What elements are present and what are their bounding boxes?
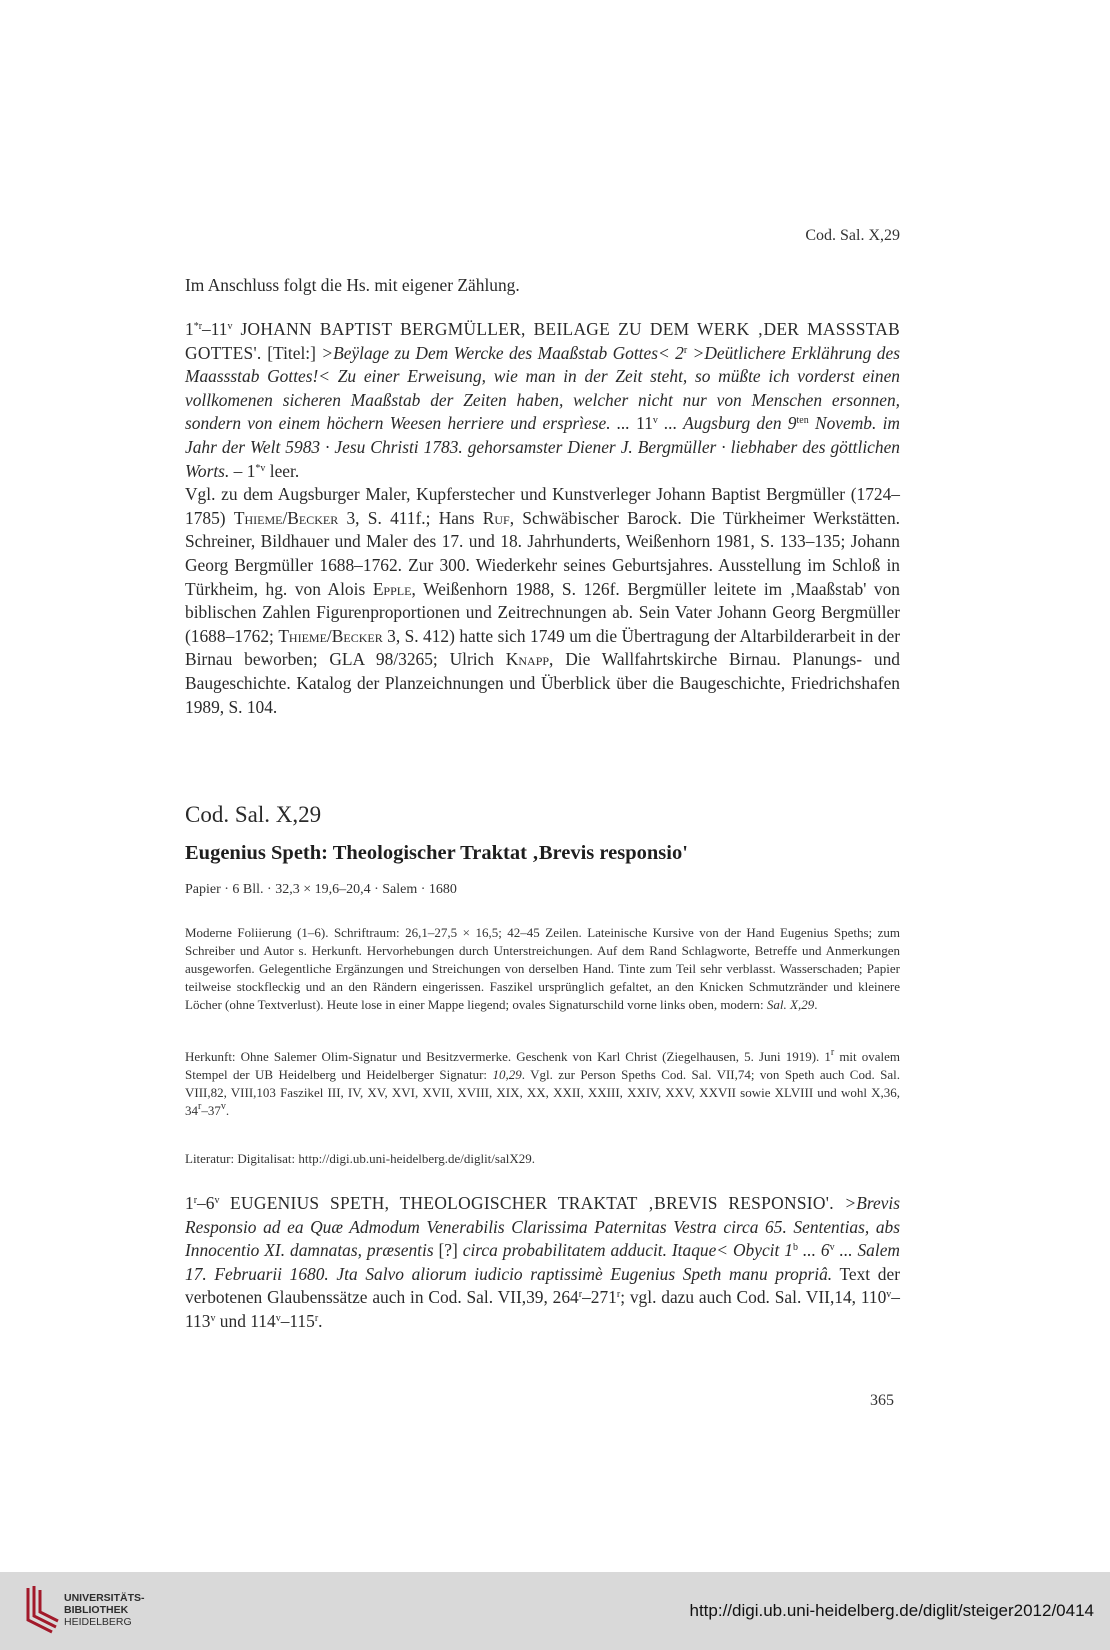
permalink-url[interactable]: http://digi.ub.uni-heidelberg.de/diglit/steiger2012/0414 [689,1601,1094,1620]
library-name: UNIVERSITÄTS- BIBLIOTHEK HEIDELBERG [64,1592,145,1628]
codex-meta: Papier · 6 Bll. · 32,3 × 19,6–20,4 · Salem · 1680 [185,882,457,897]
intro-line: Im Anschluss folgt die Hs. mit eigener Zählung. [185,275,520,295]
page-number: 365 [870,1392,894,1409]
library-logo-icon [22,1584,62,1636]
codex-title: Eugenius Speth: Theologischer Traktat ‚Brevis responsio' [185,842,688,864]
entry-bergmueller [185,318,900,719]
entry-speth: 1$^r$–6$^v$ EUGENIUS SPETH, THEOLOGISCHER TRAKTAT ‚BREVIS RESPONSIO'. >Brevis Responsio ad ea Quæ Admodum Venerabilis Clarissima Paternitas Vestra circa 65. Sententias, abs Innocentio XI. damnatas, præsentis [?] circa probabilitatem adducit. Itaque< Obycit 1$^b$ ... 6$^v$ ... Salem 17. Februarii 1680. Jta Salvo aliorum iudicio raptissimè Eugenius Speth manu propriâ. Text der verbotenen Glaubenssätze auch in Cod. Sal. VII,39, 264$^r$–271$^r$; vgl. dazu auch Cod. Sal. VII,14, 110$^v$–113$^v$ und 114$^v$–115$^r$. [185,1193,900,1331]
codex-signature: Cod. Sal. X,29 [185,802,322,827]
entry-title: JOHANN BAPTIST BERGMÜLLER, BEILAGE ZU DEM WERK ‚DER MASSSTAB GOTTES'. [185,319,900,363]
running-head: Cod. Sal. X,29 [805,227,900,244]
provenance: Herkunft: Ohne Salemer Olim-Signatur und Besitzvermerke. Geschenk von Karl Christ (Ziegelhausen, 5. Juni 1919). 1$^r$ mit ovalem Stempel der UB Heidelberg und Heidelberger Signatur: 10,29. Vgl. zur Person Speths Cod. Sal. VII,74; von Speth auch Cod. Sal. VIII,82, VIII,103 Faszikel III, IV, XV, XVI, XVII, XVIII, XIX, XX, XXII, XXIII, XXIV, XXV, XXVII sowie XLVIII und wohl X,36, 34$^r$–37$^v$. [185,1047,900,1119]
literature: Literatur: Digitalisat: http://digi.ub.uni-heidelberg.de/diglit/salX29. [185,1151,535,1166]
entry-title: EUGENIUS SPETH, THEOLOGISCHER TRAKTAT ‚BREVIS RESPONSIO'. [219,1193,845,1213]
entry-bergmueller-commentary: Vgl. zu dem Augsburger Maler, Kupferstecher und Kunstverleger Johann Baptist Bergmüller (1724–1785) Thieme/Becker 3, S. 411f.; Hans Ruf, Schwäbischer Barock. Die Türkheimer Werkstätten. Schreiner, Bildhauer und Maler des 17. und 18. Jahrhunderts, Weißenhorn 1981, S. 133–135; Johann Georg Bergmüller 1688–1762. Zur 300. Wiederkehr seines Geburtsjahres. Ausstellung im Schloß in Türkheim, hg. von Alois Epple, Weißenhorn 1988, S. 126f. Bergmüller leitete im ‚Maaßstab' von biblischen Zahlen Figurenproportionen und Zeitrechnungen ab. Sein Vater Johann Georg Bergmüller (1688–1762; Thieme/Becker 3, S. 412) hatte sich 1749 um die Übertragung der Altarbilderarbeit in der Birnau beworben; GLA 98/3265; Ulrich Knapp, Die Wallfahrtskirche Birnau. Planungs- und Baugeschichte. Katalog der Planzeichnungen und Überblick über die Baugeschichte, Friedrichshafen 1989, S. 104. [185,484,901,717]
entry-bergmueller-description: 1$^{*r}$–11$^v$ JOHANN BAPTIST BERGMÜLLER, BEILAGE ZU DEM WERK ‚DER MASSSTAB GOTTES'. [Titel:] >Beÿlage zu Dem Wercke des Maaßstab Gottes< $2^r$ >Deütlichere Erklährung des Maassstab Gottes!< Zu einer Erweisung, wie man in der Zeit steht, so müßte ich vorderst einen vollkomenen sicheren Maaßstab der Zeiten haben, welcher nicht nur von Menschen ersonnen, sondern von einem höchern Weesen herriere und ersprìese. ... 11$^v$ ... Augsburg den $9^{ten}$ Novemb. im Jahr der Welt 5983 · Jesu Christi 1783. gehorsamster Diener J. Bergmüller · liebhaber des göttlichen Worts. – 1$^{*v}$ leer. [185,319,900,481]
viewer-footer [0,1572,1110,1650]
physical-description: Moderne Foliierung (1–6). Schriftraum: 26,1–27,5 × 16,5; 42–45 Zeilen. Lateinische Kursive von der Hand Eugenius Speths; zum Schreiber und Autor s. Herkunft. Hervorhebungen durch Unterstreichungen. Auf dem Rand Schlagworte, Betreffe und Anmerkungen ausgeworfen. Gelegentliche Ergänzungen und Streichungen von derselben Hand. Tinte zum Teil sehr verblasst. Wasserschaden; Papier teilweise stockfleckig und an den Rändern eingerissen. Faszikel ursprünglich gefaltet, an den Knicken Schmutzränder und kleinere Löcher (ohne Textverlust). Heute lose in einer Mappe liegend; ovales Signaturschild vorne links oben, modern: Sal. X,29. [185,925,900,1013]
